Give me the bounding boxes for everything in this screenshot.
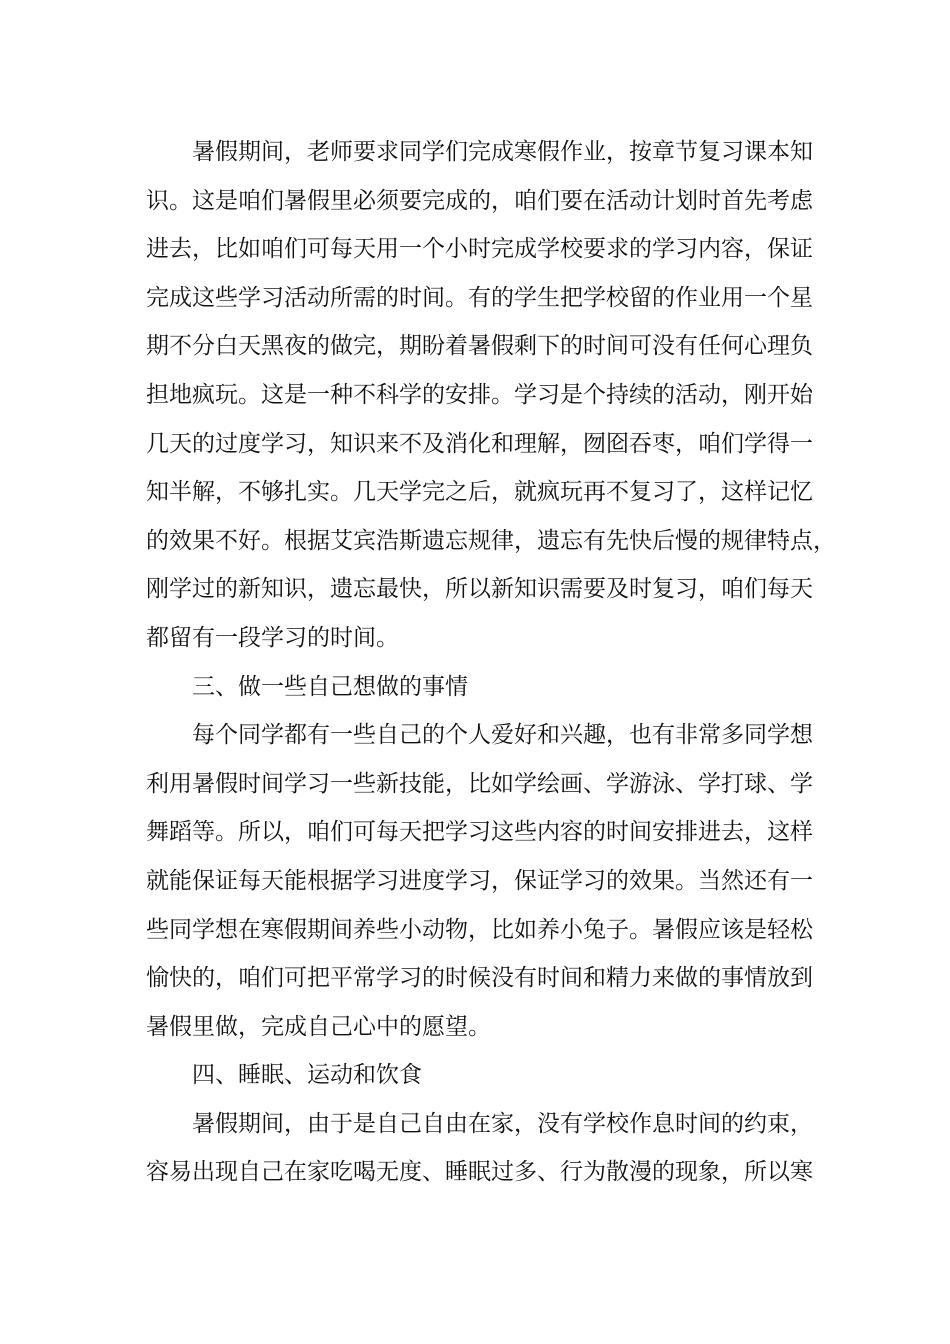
- text-line: 些同学想在寒假期间养些小动物，比如养小兔子。暑假应该是轻松: [146, 916, 813, 943]
- paragraph-summer-homework: [146, 128, 836, 663]
- document-body: [146, 128, 836, 1197]
- text-line: 愉快的，咱们可把平常学习的时候没有时间和精力来做的事情放到: [146, 965, 813, 992]
- text-line: 的效果不好。根据艾宾浩斯遗忘规律，遗忘有先快后慢的规律特点，: [146, 527, 836, 554]
- section-heading-4: [146, 1051, 808, 1100]
- text-line: 就能保证每天能根据学习进度学习，保证学习的效果。当然还有一: [146, 867, 813, 894]
- heading-text: 四、睡眠、运动和饮食: [192, 1062, 422, 1089]
- text-line: 刚学过的新知识，遗忘最快，所以新知识需要及时复习，咱们每天: [146, 576, 813, 603]
- paragraph-sleep-exercise: [146, 1100, 813, 1197]
- text-line: 期不分白天黑夜的做完，期盼着暑假剩下的时间可没有任何心理负: [146, 333, 813, 360]
- text-line: 舞蹈等。所以，咱们可每天把学习这些内容的时间安排进去，这样: [146, 819, 813, 846]
- text-line: 利用暑假时间学习一些新技能，比如学绘画、学游泳、学打球、学: [146, 770, 813, 797]
- heading-text: 三、做一些自己想做的事情: [192, 673, 468, 700]
- text-line: 每个同学都有一些自己的个人爱好和兴趣，也有非常多同学想: [192, 722, 813, 749]
- text-line: 都留有一段学习的时间。: [146, 624, 399, 651]
- text-line: 知半解，不够扎实。几天学完之后，就疯玩再不复习了，这样记忆: [146, 479, 813, 506]
- text-line: 暑假期间，由于是自己自由在家，没有学校作息时间的约束，: [192, 1110, 813, 1137]
- paragraph-hobbies: [146, 711, 813, 1051]
- text-line: 完成这些学习活动所需的时间。有的学生把学校留的作业用一个星: [146, 284, 813, 311]
- text-line: 暑假期间，老师要求同学们完成寒假作业，按章节复习课本知: [192, 139, 813, 165]
- text-line: 识。这是咱们暑假里必须要完成的，咱们要在活动计划时首先考虑: [146, 187, 813, 214]
- text-line: 担地疯玩。这是一种不科学的安排。学习是个持续的活动，刚开始: [146, 381, 813, 408]
- text-line: 几天的过度学习，知识来不及消化和理解，囫囵吞枣，咱们学得一: [146, 430, 813, 457]
- section-heading-3: [146, 663, 808, 712]
- text-line: 进去，比如咱们可每天用一个小时完成学校要求的学习内容，保证: [146, 236, 813, 263]
- text-line: 暑假里做，完成自己心中的愿望。: [146, 1013, 491, 1040]
- text-line: 容易出现自己在家吃喝无度、睡眠过多、行为散漫的现象，所以寒: [146, 1159, 813, 1186]
